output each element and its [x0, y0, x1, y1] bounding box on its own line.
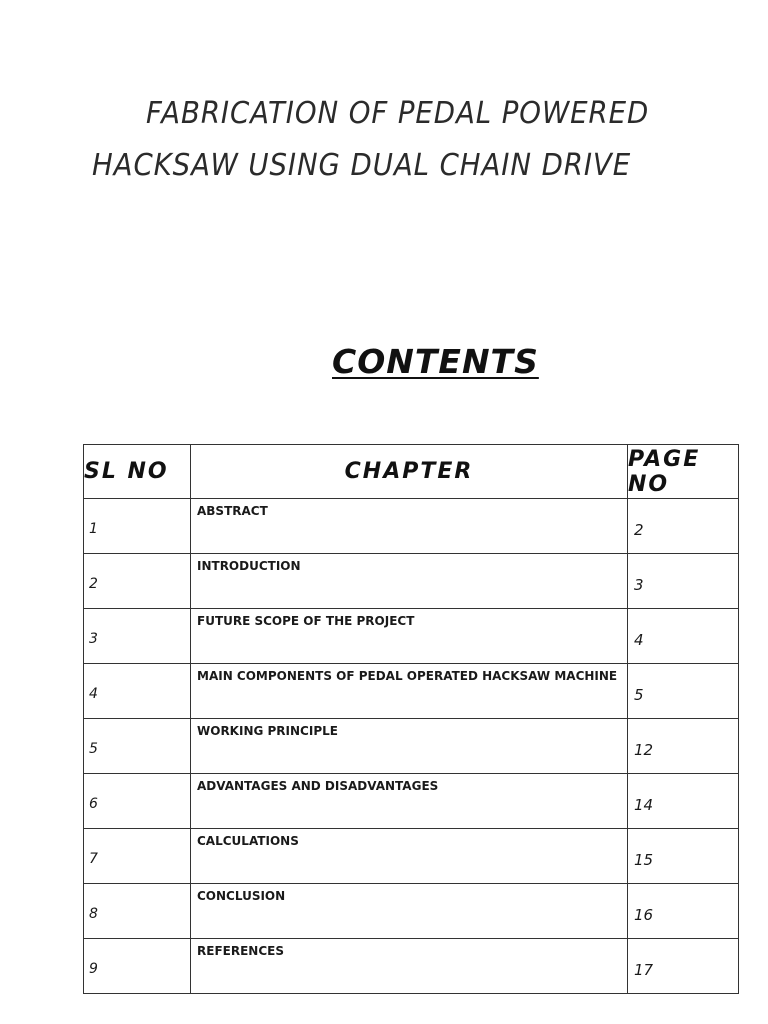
document-title-line-1: FABRICATION OF PEDAL POWERED [146, 96, 650, 131]
sl-number: 1 [84, 499, 191, 554]
chapter-title: ABSTRACT [191, 499, 628, 554]
table-row [84, 719, 739, 774]
page-number: 12 [628, 719, 739, 774]
chapter-title: ADVANTAGES AND DISADVANTAGES [191, 774, 628, 829]
page-number: 17 [628, 939, 739, 994]
sl-number: 4 [84, 664, 191, 719]
sl-number: 2 [84, 554, 191, 609]
chapter-title: WORKING PRINCIPLE [191, 719, 628, 774]
table-header-row [84, 445, 739, 499]
page-number: 5 [628, 664, 739, 719]
document-title-line-2: HACKSAW USING DUAL CHAIN DRIVE [92, 148, 632, 183]
header-sl-no: SL NO [84, 445, 191, 499]
sl-number: 8 [84, 884, 191, 939]
page-number: 3 [628, 554, 739, 609]
table-row [84, 939, 739, 994]
contents-table [83, 444, 739, 994]
table-row [84, 554, 739, 609]
chapter-title: FUTURE SCOPE OF THE PROJECT [191, 609, 628, 664]
table-row [84, 884, 739, 939]
chapter-title: MAIN COMPONENTS OF PEDAL OPERATED HACKSAW MACHINE [191, 664, 628, 719]
chapter-title: INTRODUCTION [191, 554, 628, 609]
table-row [84, 609, 739, 664]
page-number: 4 [628, 609, 739, 664]
sl-number: 5 [84, 719, 191, 774]
chapter-title: CONCLUSION [191, 884, 628, 939]
table-row [84, 774, 739, 829]
sl-number: 6 [84, 774, 191, 829]
table-row [84, 664, 739, 719]
table-row [84, 499, 739, 554]
header-chapter: CHAPTER [191, 445, 628, 499]
chapter-title: REFERENCES [191, 939, 628, 994]
table-row [84, 829, 739, 884]
sl-number: 9 [84, 939, 191, 994]
sl-number: 3 [84, 609, 191, 664]
contents-heading: CONTENTS [332, 342, 539, 381]
sl-number: 7 [84, 829, 191, 884]
chapter-title: CALCULATIONS [191, 829, 628, 884]
page-number: 2 [628, 499, 739, 554]
page-number: 15 [628, 829, 739, 884]
header-page-no: PAGE NO [628, 445, 739, 499]
page-number: 14 [628, 774, 739, 829]
page-number: 16 [628, 884, 739, 939]
